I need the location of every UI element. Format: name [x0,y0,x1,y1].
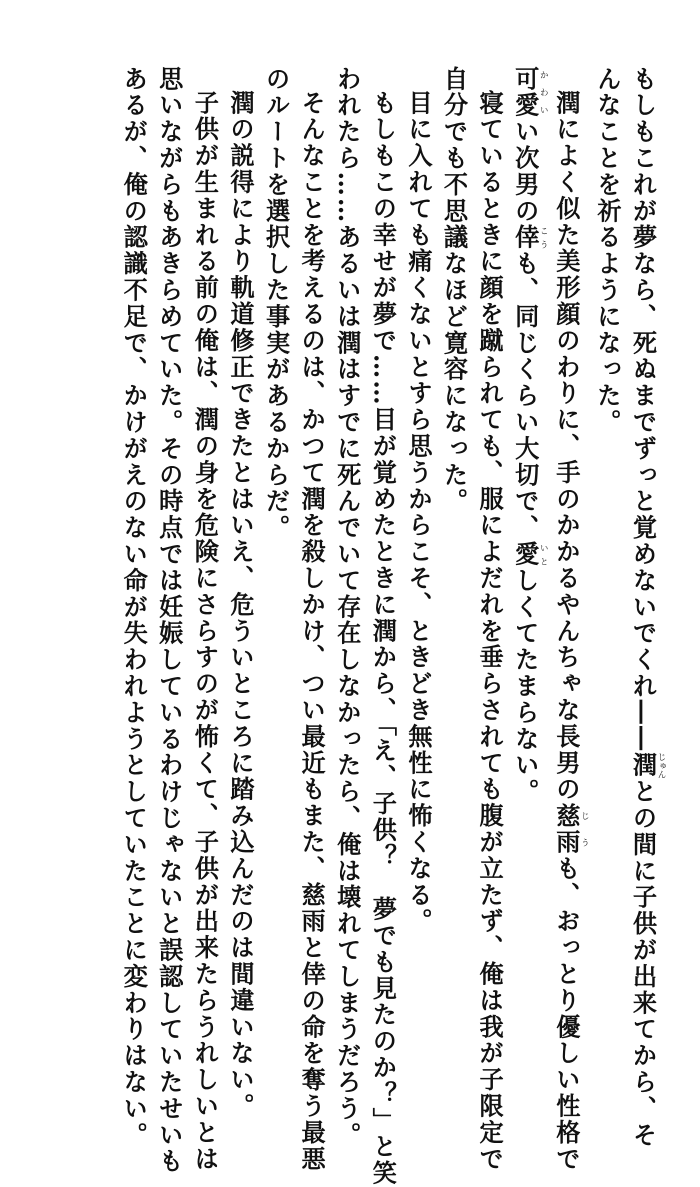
ruby-reading: じゅん [656,752,666,779]
ruby-base: 雨 [551,829,581,856]
text-line-1: もしもこれが夢なら、死ぬまでずっと覚めないでくれ――潤じゅんとの間に子供が出来てから、そ [628,66,666,1149]
ruby-base: 愛 [510,541,540,568]
text-line-15: あるが、俺の認識不足で、かけがえのない命が失われようとしていたことに変わりはない。 [119,66,149,1149]
text-line-12: 潤の説得により軌道修正できたとはいえ、危ういところに踏み込んだのは間違いない。 [225,90,255,1120]
ruby-u [551,829,590,856]
ruby-reading: いと [538,541,549,568]
ruby-reading: じ [579,803,590,830]
text-line-7: 目に入れても痛くないとすら思うからこそ、ときどき無性に怖くなる。 [403,90,433,935]
text-line-10: そんなことを考えるのは、かつて潤を殺しかけ、つい最近もまた、慈雨と倖の命を奪う最悪 [297,90,327,1173]
ruby-reading: う [579,829,590,856]
ruby-base: 潤 [628,752,658,779]
ruby-kawai [510,66,549,119]
text-line-13: 子供が生まれる前の俺は、潤の身を危険にさらすのが怖くて、子供が出来たらうれしいとは [190,90,220,1173]
ruby-reading: かわい [538,66,549,119]
text-line-8: もしもこの幸せが夢で……目が覚めたときに潤から、「え、子供？ 夢でも見たのか？」と笑 [368,90,398,1187]
text-line-11: のルートを選択した事実があるからだ。 [261,66,291,542]
vertical-text-body [116,66,666,1187]
text-line-3: 潤によく似た美形顔のわりに、手のかかるやんちゃな長男の慈じ雨うも、おっとり優しい性格で [551,90,590,1173]
ruby-jun [628,752,666,779]
ruby-base: 倖 [510,224,540,251]
text-line-4: 可愛かわいい次男の倖こうも、同じくらい大切で、愛いとしくてたまらない。 [510,66,549,806]
ruby-reading: こう [538,224,549,251]
text-line-6: 自分でも不思議なほど寛容になった。 [439,66,469,515]
ruby-ito [510,541,549,568]
ruby-base: 慈 [551,803,581,830]
text-line-14: 思いながらもあきらめていた。その時点では妊娠しているわけじゃないと誤認していたせいも [154,66,184,1175]
ruby-kou [510,224,549,251]
ruby-base: 可愛 [510,66,540,119]
text-line-2: んなことを祈るようになった。 [592,66,622,436]
text-line-5: 寝ているときに顔を蹴られても、服によだれを垂らされても腹が立たず、俺は我が子限定で [475,90,505,1173]
text-line-9: われたら……あるいは潤はすでに死んでいて存在しなかったら、俺は壊れてしまうだろう。 [332,66,362,1149]
ruby-ji [551,803,590,830]
